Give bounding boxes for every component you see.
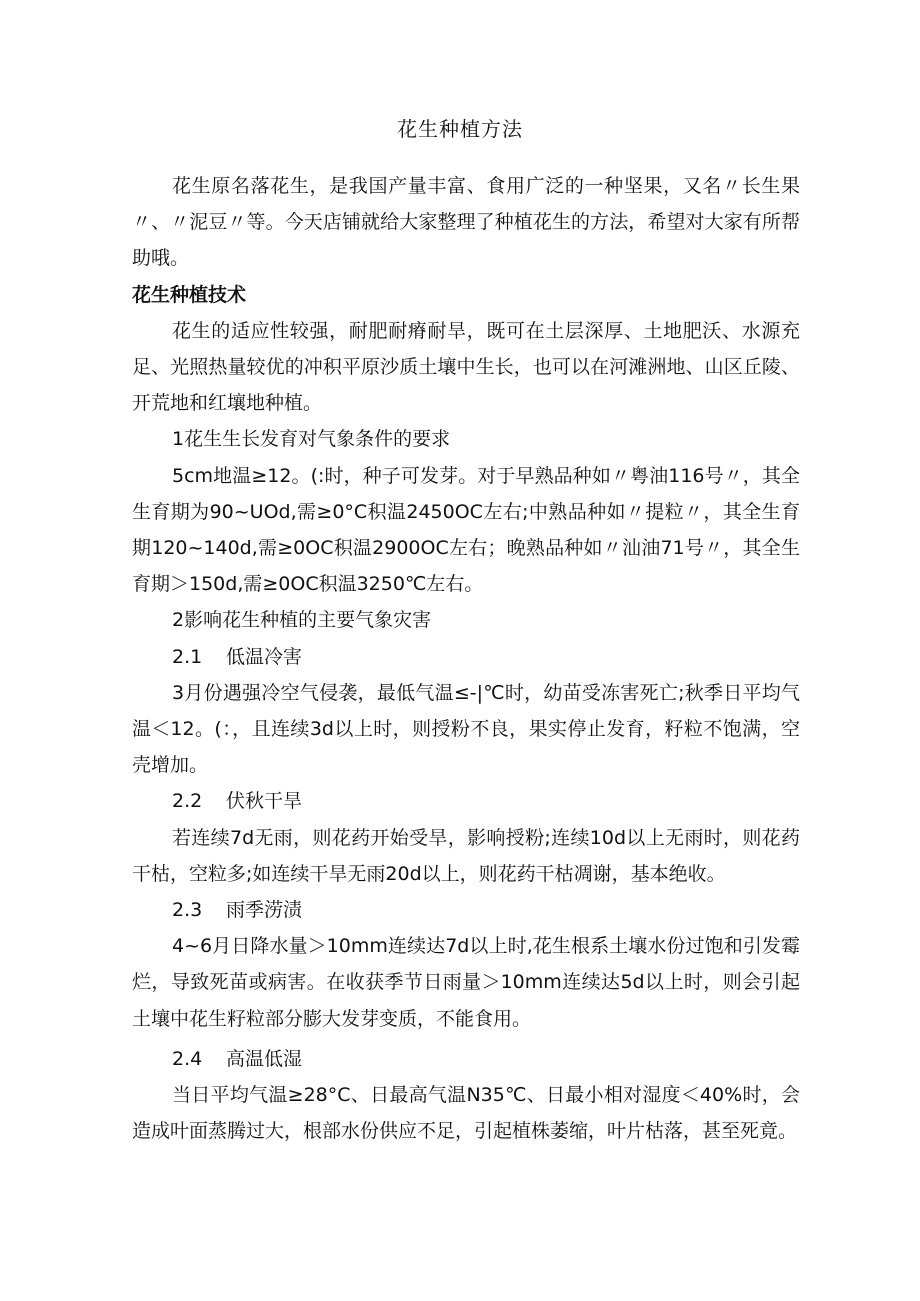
document-body — [132, 168, 800, 1149]
subsection-title-1: 1花生生长发育对气象条件的要求 — [172, 428, 451, 451]
item-heading-2-4 — [132, 1041, 800, 1077]
item-paragraph-2-2: 若连续7d无雨，则花药开始受旱，影响授粉;连续10d以上无雨时，则花药干枯，空粒多;如连续干旱无雨20d以上，则花药干枯凋谢，基本绝收。 — [132, 826, 800, 885]
item-number: 2.2 — [172, 790, 203, 813]
item-title: 雨季涝渍 — [226, 899, 303, 922]
item-heading-2-3 — [132, 892, 800, 928]
item-title: 伏秋干旱 — [226, 790, 303, 813]
item-paragraph-2-4: 当日平均气温≥28°C、日最高气温N35℃、日最小相对湿度＜40%时，会造成叶面蒸腾过大，根部水份供应不足，引起植株萎缩，叶片枯落，甚至死竟。 — [132, 1084, 800, 1143]
item-title: 高温低湿 — [226, 1047, 303, 1070]
subsection-1-paragraph: 5cm地温≥12。(:时，种子可发芽。对于早熟品种如〃粤油116号〃，其全生育期为90~UOd,需≥0°C积温2450OC左右;中熟品种如〃提粒〃，其全生育期120~140d,需≥0OC积温2900OC左右；晚熟品种如〃汕油71号〃，其全生育期＞150d,需≥0OC积温3250℃左右。 — [132, 464, 800, 596]
item-heading-2-1 — [132, 639, 800, 675]
item-title: 低温冷害 — [226, 645, 303, 668]
item-heading-2-2 — [132, 783, 800, 819]
subsection-title-2: 2影响花生种植的主要气象灾害 — [172, 609, 432, 632]
document-title: 花生种植方法 — [397, 117, 523, 141]
item-paragraph-2-3: 4~6月日降水量＞10mm连续达7d以上时,花生根系土壤水份过饱和引发霉烂，导致死苗或病害。在收获季节日雨量＞10mm连续达5d以上时，则会引起土壤中花生籽粒部分膨大发芽变质，不能食用。 — [132, 935, 800, 1030]
section-heading: 花生种植技术 — [132, 283, 247, 306]
intro-paragraph: 花生原名落花生，是我国产量丰富、食用广泛的一种坚果，又名〃长生果〃、〃泥豆〃等。今天店铺就给大家整理了种植花生的方法，希望对大家有所帮助哦。 — [132, 175, 800, 270]
item-number: 2.1 — [172, 645, 203, 668]
item-number: 2.3 — [172, 899, 203, 922]
section-intro-paragraph: 花生的适应性较强，耐肥耐瘠耐旱，既可在土层深厚、土地肥沃、水源充足、光照热量较优的冲积平原沙质土壤中生长，也可以在河滩洲地、山区丘陵、开荒地和红壤地种植。 — [132, 319, 800, 415]
item-number: 2.4 — [172, 1047, 203, 1070]
item-paragraph-2-1: 3月份遇强冷空气侵袭，最低气温≤-|℃时，幼苗受冻害死亡;秋季日平均气温＜12。(：，且连续3d以上时，则授粉不良，果实停止发育，籽粒不饱满，空壳增加。 — [132, 681, 800, 777]
